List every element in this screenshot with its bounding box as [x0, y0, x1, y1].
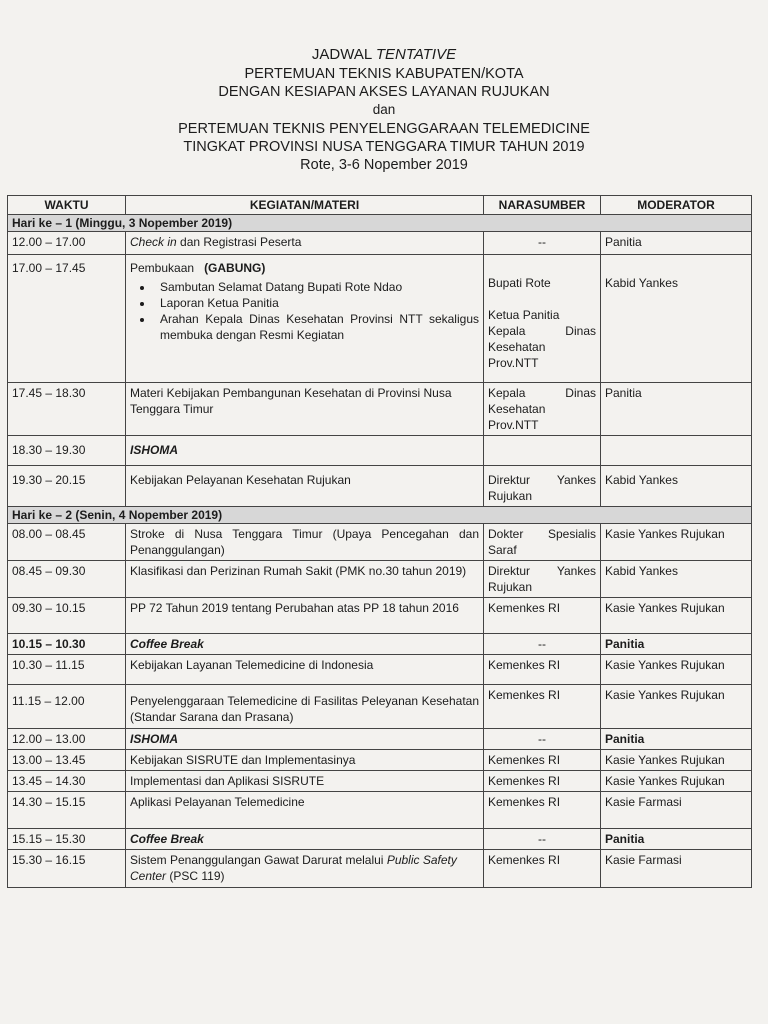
moderator-cell: Panitia [601, 634, 752, 655]
activity-cell: Materi Kebijakan Pembangunan Kesehatan di Provinsi Nusa Tenggara Timur [126, 383, 484, 436]
speaker-line: Kepala Dinas Kesehatan Prov.NTT [488, 324, 596, 370]
speaker-cell: Kemenkes RI [484, 850, 601, 888]
column-header-kegiatan: KEGIATAN/MATERI [126, 196, 484, 215]
time-cell: 13.00 – 13.45 [8, 750, 126, 771]
time-cell: 12.00 – 17.00 [8, 232, 126, 255]
time-cell: 18.30 – 19.30 [8, 436, 126, 466]
moderator-cell: Kasie Yankes Rujukan [601, 524, 752, 561]
activity-text: Sistem Penanggulangan Gawat Darurat melalui [130, 853, 387, 867]
time-cell: 08.45 – 09.30 [8, 561, 126, 598]
activity-cell: ISHOMA [126, 729, 484, 750]
header-line-7: Rote, 3-6 Nopember 2019 [300, 157, 468, 174]
activity-italic: Check in [130, 235, 177, 249]
speaker-cell: -- [484, 634, 601, 655]
moderator-cell: Kabid Yankes [601, 561, 752, 598]
moderator-cell: Kasie Yankes Rujukan [601, 750, 752, 771]
activity-cell: Penyelenggaraan Telemedicine di Fasilitas Peleyanan Kesehatan (Standar Sarana dan Prasana) [126, 685, 484, 729]
header-line-2: PERTEMUAN TEKNIS KABUPATEN/KOTA [244, 66, 524, 82]
activity-text: Pembukaan [130, 261, 195, 275]
moderator-cell: Kasie Farmasi [601, 850, 752, 888]
column-header-narasumber: NARASUMBER [484, 196, 601, 215]
activity-cell [126, 850, 484, 888]
header-line-3: DENGAN KESIAPAN AKSES LAYANAN RUJUKAN [218, 84, 550, 101]
time-cell: 15.30 – 16.15 [8, 850, 126, 888]
spacer [488, 299, 596, 307]
table-row [8, 524, 752, 561]
moderator-cell [601, 436, 752, 466]
time-cell: 11.15 – 12.00 [8, 685, 126, 729]
moderator-cell: Kasie Yankes Rujukan [601, 685, 752, 729]
table-row [8, 792, 752, 829]
table-row [8, 561, 752, 598]
speaker-cell: Direktur Yankes Rujukan [484, 466, 601, 507]
moderator-cell: Kasie Yankes Rujukan [601, 655, 752, 685]
moderator-cell: Kasie Yankes Rujukan [601, 771, 752, 792]
activity-cell: Coffee Break [126, 634, 484, 655]
speaker-cell: -- [484, 729, 601, 750]
speaker-cell: Kemenkes RI [484, 750, 601, 771]
speaker-cell: Kemenkes RI [484, 655, 601, 685]
activity-italic: Public Safety Center [130, 853, 457, 883]
document-header [0, 45, 768, 174]
table-row [8, 232, 752, 255]
time-cell: 19.30 – 20.15 [8, 466, 126, 507]
list-item: • Sambutan Selamat Datang Bupati Rote Ndao [154, 279, 479, 295]
activity-cell: Kebijakan Pelayanan Kesehatan Rujukan [126, 466, 484, 507]
time-cell: 17.00 – 17.45 [8, 255, 126, 383]
day-header-row [8, 215, 752, 232]
moderator-cell: Panitia [601, 829, 752, 850]
day-1-label: Hari ke – 1 (Minggu, 3 Nopember 2019) [8, 215, 752, 232]
moderator-cell: Panitia [601, 383, 752, 436]
activity-cell [126, 232, 484, 255]
table-row [8, 850, 752, 888]
title-prefix: JADWAL [311, 46, 372, 63]
activity-bold: (GABUNG) [204, 261, 266, 275]
speaker-cell: Dokter Spesialis Saraf [484, 524, 601, 561]
moderator-cell: Kabid Yankes [601, 466, 752, 507]
list-item: • Arahan Kepala Dinas Kesehatan Provinsi NTT sekaligus membuka dengan Resmi Kegiatan [154, 311, 479, 343]
time-cell: 14.30 – 15.15 [8, 792, 126, 829]
title-italic: TENTATIVE [375, 46, 457, 63]
activity-cell: Coffee Break [126, 829, 484, 850]
table-row [8, 255, 752, 383]
header-line-5: PERTEMUAN TEKNIS PENYELENGGARAAN TELEMEDICINE [178, 120, 590, 137]
speaker-cell: Kemenkes RI [484, 771, 601, 792]
activity-text: (PSC 119) [166, 869, 225, 883]
speaker-cell: Direktur Yankes Rujukan [484, 561, 601, 598]
speaker-cell: Kepala Dinas Kesehatan Prov.NTT [484, 383, 601, 436]
activity-cell: Kebijakan Layanan Telemedicine di Indonesia [126, 655, 484, 685]
time-cell: 08.00 – 08.45 [8, 524, 126, 561]
activity-cell: Aplikasi Pelayanan Telemedicine [126, 792, 484, 829]
opening-bullets [130, 279, 479, 343]
speaker-cell: Kemenkes RI [484, 792, 601, 829]
moderator-cell: Panitia [601, 232, 752, 255]
time-cell: 15.15 – 15.30 [8, 829, 126, 850]
column-header-waktu: WAKTU [8, 196, 126, 215]
speaker-cell: Kemenkes RI [484, 685, 601, 729]
speaker-line: Bupati Rote [488, 276, 551, 290]
time-cell: 10.15 – 10.30 [8, 634, 126, 655]
table-row [8, 383, 752, 436]
time-cell: 09.30 – 10.15 [8, 598, 126, 634]
table-row [8, 750, 752, 771]
activity-cell: PP 72 Tahun 2019 tentang Perubahan atas PP 18 tahun 2016 [126, 598, 484, 634]
table-row [8, 729, 752, 750]
speaker-cell: -- [484, 232, 601, 255]
activity-cell: Kebijakan SISRUTE dan Implementasinya [126, 750, 484, 771]
activity-text: dan Registrasi Peserta [176, 235, 302, 249]
column-header-moderator: MODERATOR [601, 196, 752, 215]
activity-cell [126, 255, 484, 383]
header-line-6: TINGKAT PROVINSI NUSA TENGGARA TIMUR TAHUN 2019 [183, 138, 585, 155]
table-row [8, 466, 752, 507]
schedule-table [7, 195, 752, 888]
table-row [8, 598, 752, 634]
spacer [488, 291, 596, 299]
table-row [8, 829, 752, 850]
moderator-cell: Kasie Farmasi [601, 792, 752, 829]
speaker-cell [484, 436, 601, 466]
moderator-cell: Kasie Yankes Rujukan [601, 598, 752, 634]
speaker-cell: -- [484, 829, 601, 850]
table-header-row [8, 196, 752, 215]
speaker-cell: Kemenkes RI [484, 598, 601, 634]
day-2-label: Hari ke – 2 (Senin, 4 Nopember 2019) [8, 507, 752, 524]
speaker-cell [484, 255, 601, 383]
time-cell: 13.45 – 14.30 [8, 771, 126, 792]
activity-cell: Klasifikasi dan Perizinan Rumah Sakit (PMK no.30 tahun 2019) [126, 561, 484, 598]
activity-cell: ISHOMA [126, 436, 484, 466]
table-row [8, 685, 752, 729]
list-item: • Laporan Ketua Panitia [154, 295, 479, 311]
time-cell: 17.45 – 18.30 [8, 383, 126, 436]
table-row [8, 436, 752, 466]
table-row [8, 655, 752, 685]
table-row [8, 634, 752, 655]
schedule-title [0, 45, 768, 65]
moderator-cell: Panitia [601, 729, 752, 750]
day-header-row [8, 507, 752, 524]
moderator-cell: Kabid Yankes [601, 255, 752, 383]
activity-cell: Stroke di Nusa Tenggara Timur (Upaya Pencegahan dan Penanggulangan) [126, 524, 484, 561]
time-cell: 10.30 – 11.15 [8, 655, 126, 685]
table-row [8, 771, 752, 792]
speaker-line: Ketua Panitia [488, 308, 560, 322]
header-line-4: dan [372, 102, 396, 118]
activity-cell: Implementasi dan Aplikasi SISRUTE [126, 771, 484, 792]
time-cell: 12.00 – 13.00 [8, 729, 126, 750]
